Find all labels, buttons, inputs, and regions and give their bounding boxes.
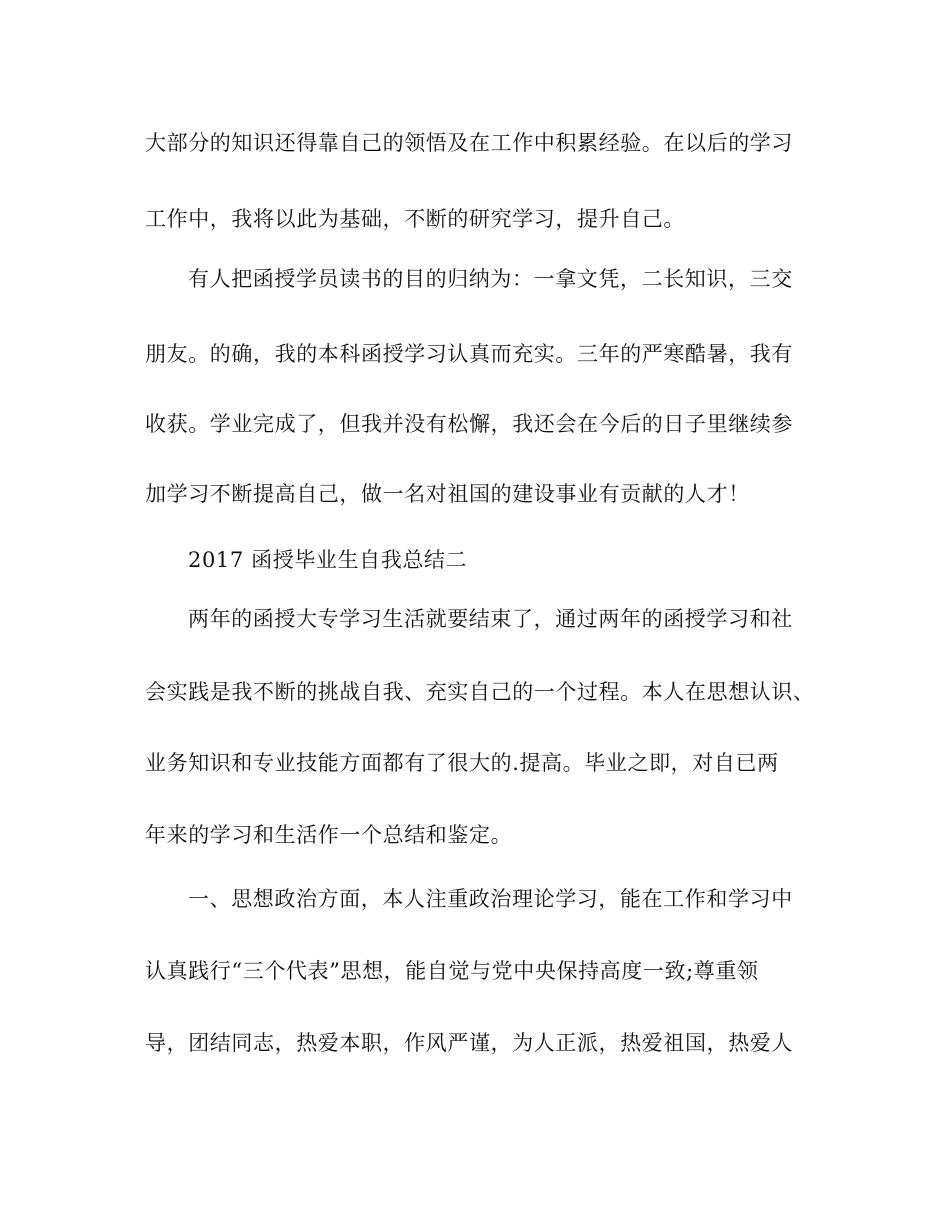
- text-line-5: 收获。学业完成了，但我并没有松懈，我还会在今后的日子里继续参: [145, 412, 793, 436]
- section-heading: 2017 函授毕业生自我总结二: [188, 548, 468, 572]
- text-line-12: 一、思想政治方面，本人注重政治理论学习，能在工作和学习中: [188, 887, 793, 911]
- text-line-9: 会实践是我不断的挑战自我、充实自己的一个过程。本人在思想认识、: [145, 680, 815, 704]
- text-line-11: 年来的学习和生活作一个总结和鉴定。: [145, 823, 513, 847]
- text-line-4: 朋友。的确，我的本科函授学习认真而充实。三年的严寒酷暑，我有: [145, 342, 793, 366]
- text-line-2: 工作中，我将以此为基础，不断的研究学习，提升自己。: [145, 207, 685, 231]
- text-line-1: 大部分的知识还得靠自己的领悟及在工作中积累经验。在以后的学习: [145, 131, 793, 155]
- text-line-3: 有人把函授学员读书的目的归纳为：一拿文凭，二长知识，三交: [188, 267, 793, 291]
- text-line-10: 业务知识和专业技能方面都有了很大的.提高。毕业之即，对自已两: [145, 751, 779, 775]
- text-line-13: 认真践行“三个代表”思想，能自觉与党中央保持高度一致;尊重领: [145, 959, 759, 983]
- text-line-6: 加学习不断提高自己，做一名对祖国的建设事业有贡献的人才！: [145, 482, 750, 506]
- text-line-14: 导，团结同志，热爱本职，作风严谨，为人正派，热爱祖国，热爱人: [145, 1031, 793, 1055]
- text-line-8: 两年的函授大专学习生活就要结束了，通过两年的函授学习和社: [188, 607, 793, 631]
